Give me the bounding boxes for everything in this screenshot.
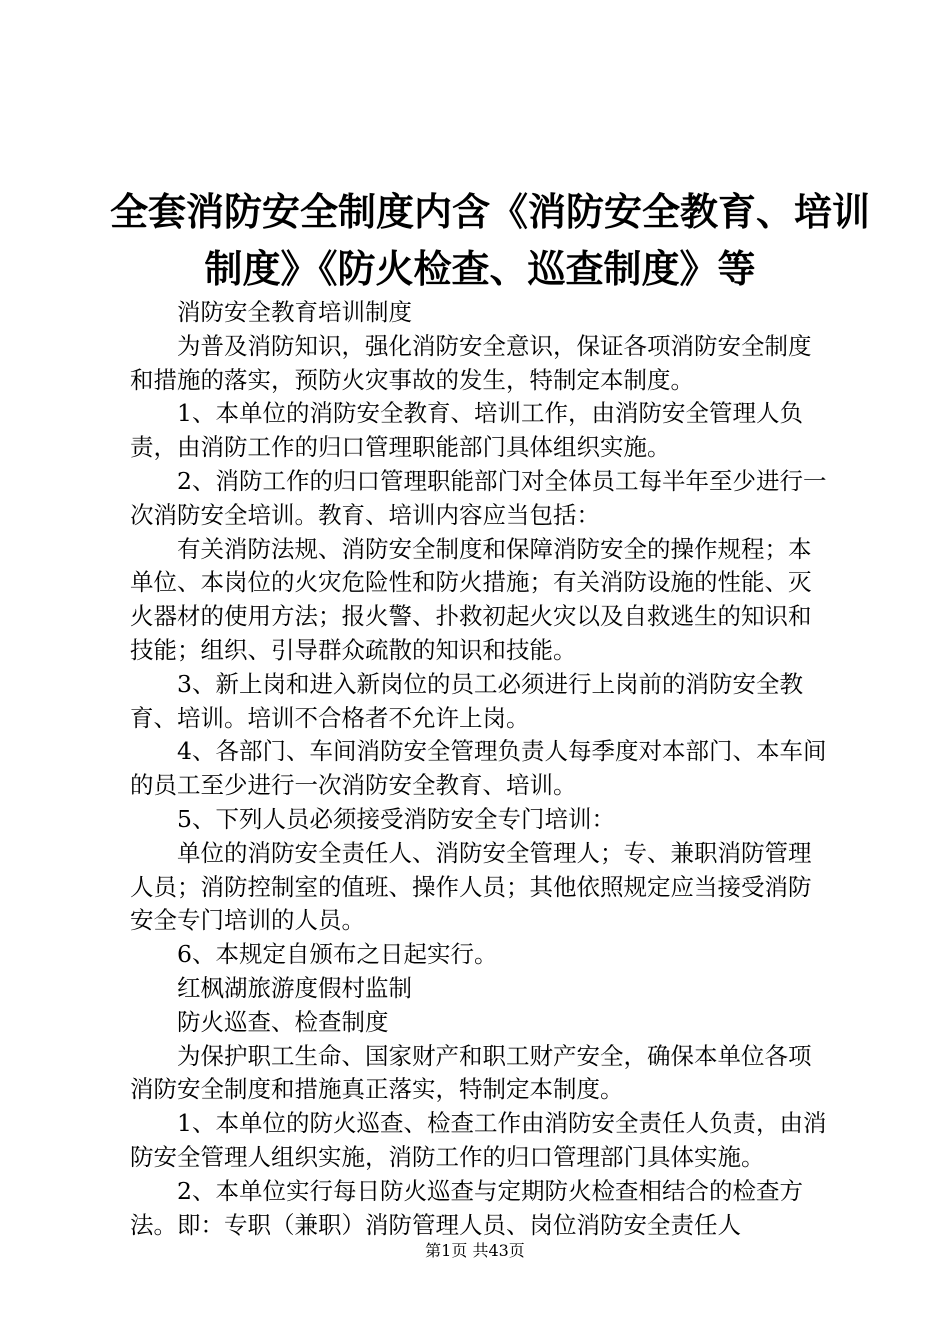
paragraph: 有关消防法规、消防安全制度和保障消防安全的操作规程；本单位、本岗位的火灾危险性和防火措施；有关消防设施的性能、灭火器材的使用方法；报火警、扑救初起火灾以及自救逃生的知识和技能；组织、引导群众疏散的知识和技能。 (130, 534, 812, 664)
signature-line: 红枫湖旅游度假村监制 (177, 973, 412, 1002)
paragraph: 为保护职工生命、国家财产和职工财产安全，确保本单位各项消防安全制度和措施真正落实，特制定本制度。 (130, 1041, 812, 1104)
paragraph: 5、下列人员必须接受消防安全专门培训： (177, 804, 615, 833)
paragraph: 2、本单位实行每日防火巡查与定期防火检查相结合的检查方法。即：专职（兼职）消防管理人员、岗位消防安全责任人 (130, 1176, 803, 1239)
page-number-footer: 第1页 共43页 (425, 1241, 525, 1260)
paragraph: 6、本规定自颁布之日起实行。 (177, 940, 498, 969)
paragraph: 为普及消防知识，强化消防安全意识，保证各项消防安全制度和措施的落实，预防火灾事故的发生，特制定本制度。 (130, 331, 812, 394)
document-title-line-1: 全套消防安全制度内含《消防安全教育、培训 (110, 189, 871, 234)
paragraph: 1、本单位的消防安全教育、培训工作，由消防安全管理人负责，由消防工作的归口管理职能部门具体组织实施。 (130, 399, 803, 462)
document-body (130, 296, 830, 1242)
paragraph: 4、各部门、车间消防安全管理负责人每季度对本部门、本车间的员工至少进行一次消防安全教育、培训。 (130, 737, 827, 800)
document-title-line-2: 制度》《防火检查、巡查制度》等 (204, 246, 756, 291)
paragraph: 单位的消防安全责任人、消防安全管理人；专、兼职消防管理人员；消防控制室的值班、操作人员；其他依照规定应当接受消防安全专门培训的人员。 (130, 838, 812, 935)
paragraph: 1、本单位的防火巡查、检查工作由消防安全责任人负责，由消防安全管理人组织实施，消防工作的归口管理部门具体实施。 (130, 1109, 827, 1171)
section-heading: 防火巡查、检查制度 (177, 1007, 389, 1036)
section-heading: 消防安全教育培训制度 (177, 298, 412, 326)
paragraph: 2、消防工作的归口管理职能部门对全体员工每半年至少进行一次消防安全培训。教育、培训内容应当包括： (130, 466, 827, 529)
paragraph: 3、新上岗和进入新岗位的员工必须进行上岗前的消防安全教育、培训。培训不合格者不允许上岗。 (130, 669, 803, 732)
